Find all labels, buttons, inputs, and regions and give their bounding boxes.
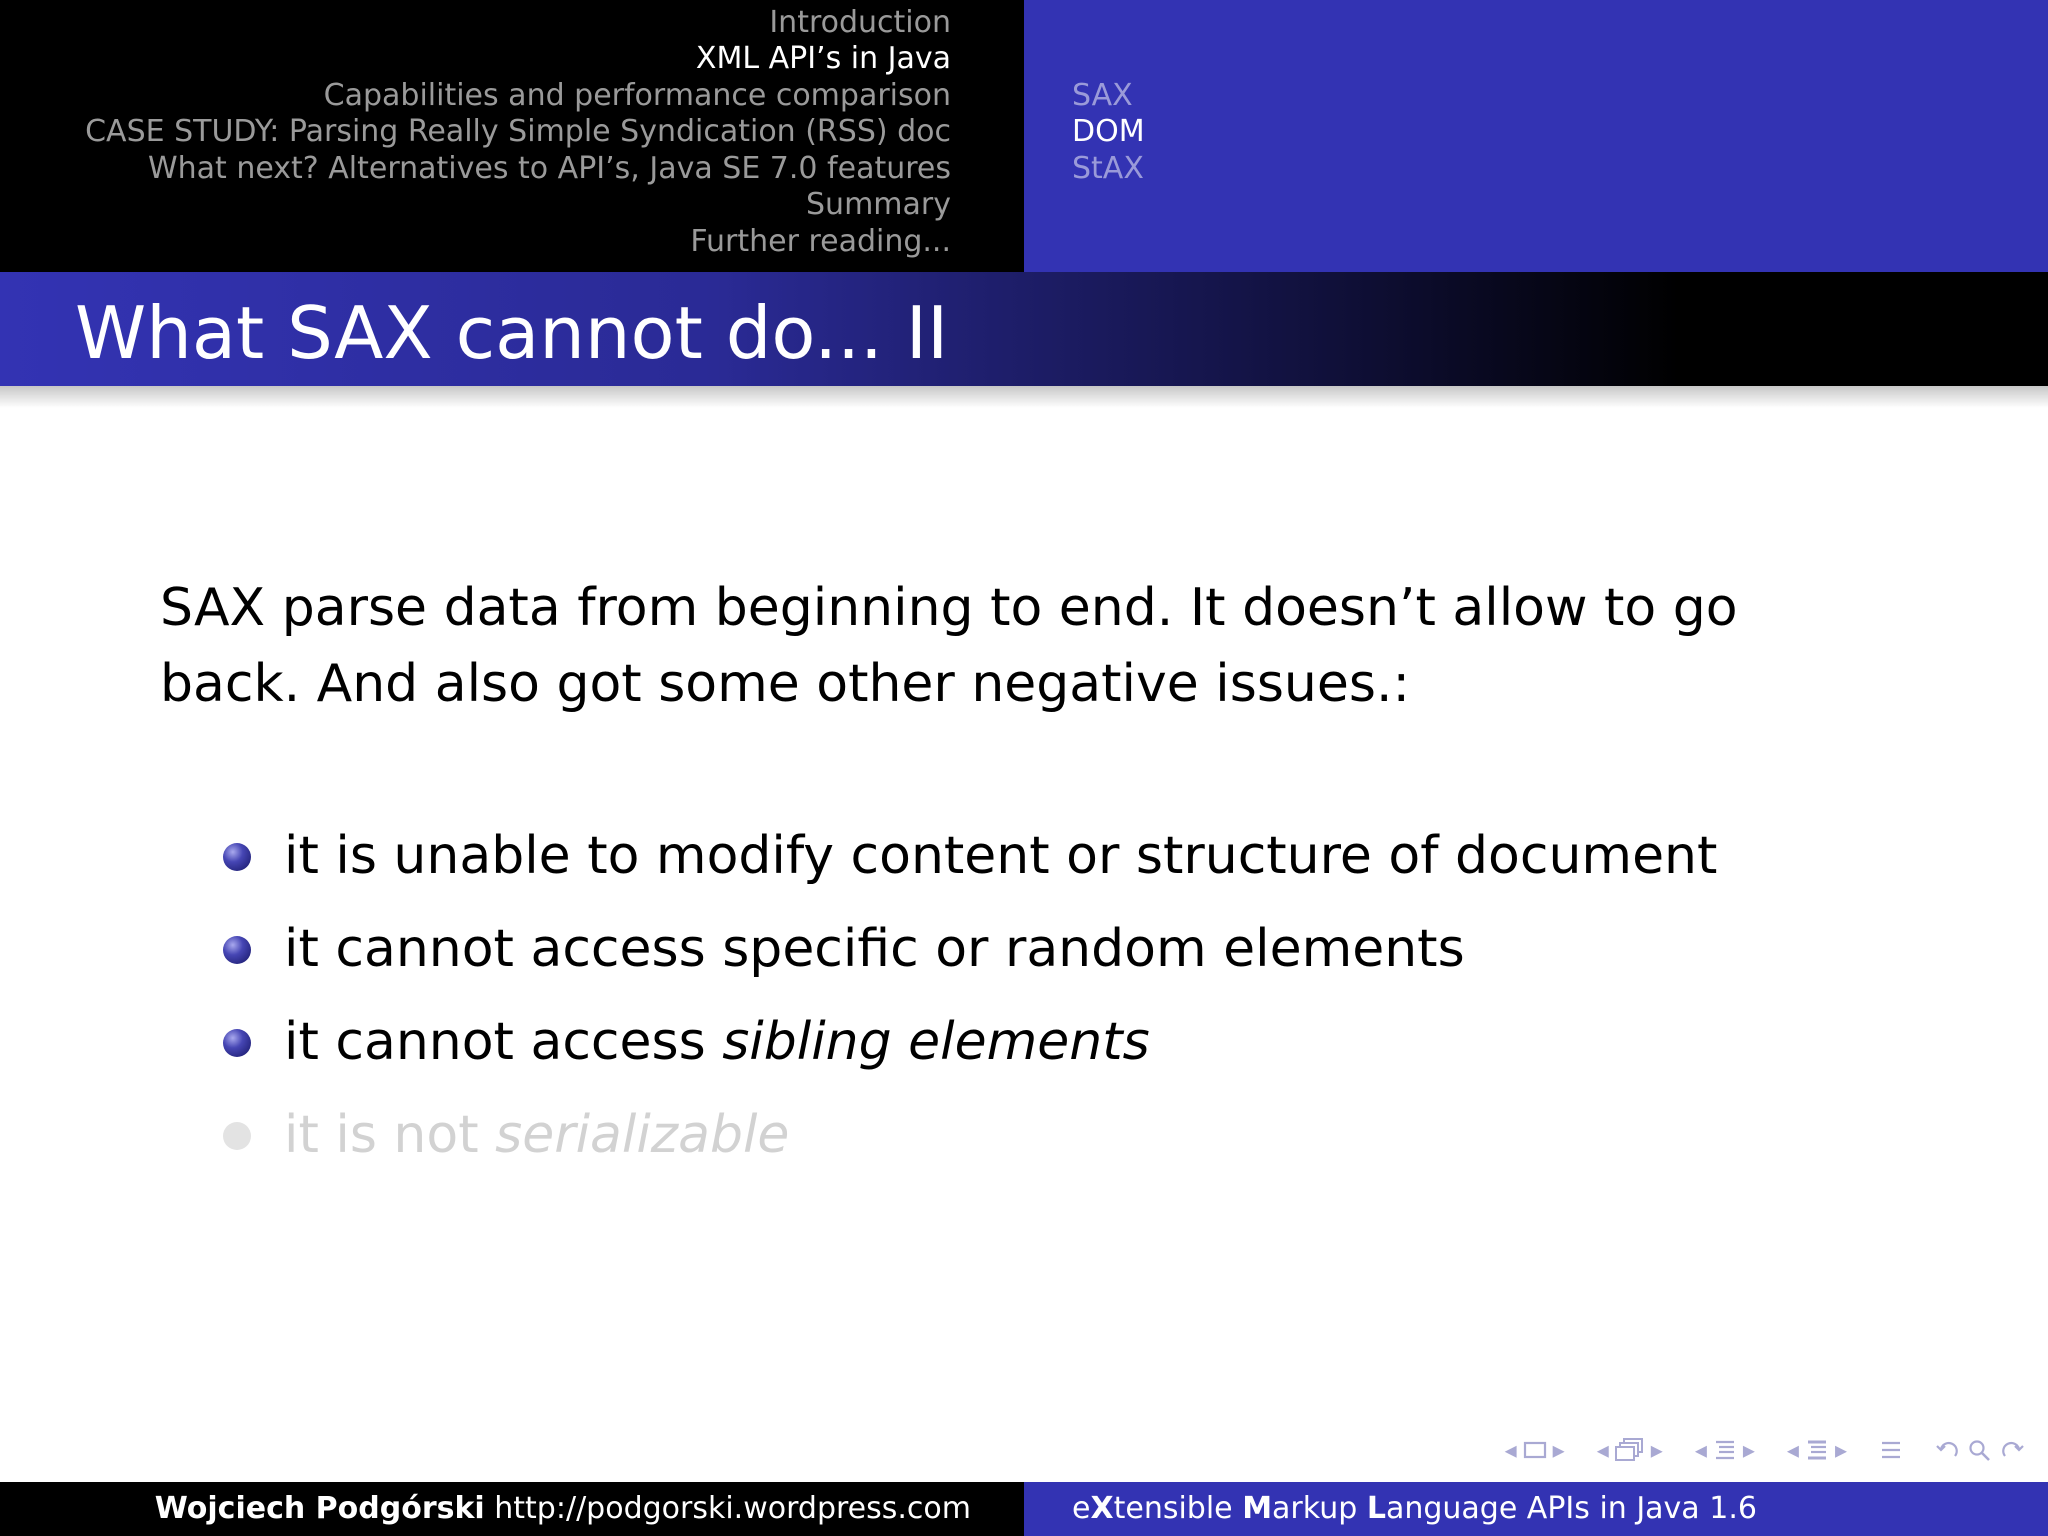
nav-section-group bbox=[1692, 1436, 1758, 1464]
bullet-icon bbox=[223, 1029, 251, 1057]
list-item-text: it cannot access specific or random elements bbox=[284, 919, 1465, 979]
nav-prev-frame-icon[interactable]: ◂ bbox=[1504, 1436, 1517, 1464]
nav-next-frame-icon[interactable]: ▸ bbox=[1552, 1436, 1565, 1464]
section-link-summary[interactable]: Summary bbox=[806, 187, 951, 222]
nav-back-icon[interactable] bbox=[1935, 1438, 1961, 1462]
section-link-capabilities[interactable]: Capabilities and performance comparison bbox=[323, 78, 951, 113]
nav-toc-icon[interactable] bbox=[1879, 1438, 1903, 1462]
nav-next-section-icon[interactable]: ▸ bbox=[1742, 1436, 1755, 1464]
nav-search-group bbox=[1932, 1438, 2028, 1462]
bullet-icon bbox=[223, 1122, 251, 1150]
list-item-text: it is not serializable bbox=[284, 1105, 790, 1165]
nav-prev-subsection-icon[interactable]: ◂ bbox=[1596, 1436, 1609, 1464]
intro-paragraph bbox=[160, 570, 1920, 722]
nav-prev-part-icon[interactable]: ◂ bbox=[1786, 1436, 1799, 1464]
section-link-introduction[interactable]: Introduction bbox=[769, 5, 951, 40]
title-shadow bbox=[0, 386, 2048, 408]
list-item-text: it cannot access sibling elements bbox=[284, 1012, 1150, 1072]
section-link-xml-apis[interactable]: XML API’s in Java bbox=[695, 41, 951, 76]
section-link-case-study[interactable]: CASE STUDY: Parsing Really Simple Syndication (RSS) doc bbox=[85, 114, 951, 149]
nav-toc-group bbox=[1876, 1438, 1906, 1462]
navigation-symbols bbox=[1502, 1435, 2028, 1465]
bullet-icon bbox=[223, 843, 251, 871]
nav-section-alt-group bbox=[1784, 1436, 1850, 1464]
section-navigation bbox=[0, 0, 1024, 272]
nav-forward-icon[interactable] bbox=[1999, 1438, 2025, 1462]
emphasis-serializable: serializable bbox=[495, 1105, 790, 1165]
nav-section-alt-icon[interactable] bbox=[1805, 1438, 1829, 1462]
intro-line-2: back. And also got some other negative issues.: bbox=[160, 654, 1411, 714]
list-item-text: it is unable to modify content or structure of document bbox=[284, 826, 1718, 886]
intro-line-1: SAX parse data from beginning to end. It doesn’t allow to go bbox=[160, 578, 1738, 638]
section-link-what-next[interactable]: What next? Alternatives to API’s, Java SE 7.0 features bbox=[147, 151, 951, 186]
nav-subsection-icon[interactable] bbox=[1615, 1437, 1645, 1463]
nav-next-subsection-icon[interactable]: ▸ bbox=[1650, 1436, 1663, 1464]
section-link-further-reading[interactable]: Further reading... bbox=[690, 224, 951, 259]
nav-prev-section-icon[interactable]: ◂ bbox=[1694, 1436, 1707, 1464]
footer-title-bar bbox=[1024, 1482, 2048, 1536]
author-url[interactable]: http://podgorski.wordpress.com bbox=[494, 1491, 971, 1526]
nav-frame-icon[interactable] bbox=[1523, 1440, 1547, 1460]
author-name: Wojciech Podgórski bbox=[154, 1491, 485, 1526]
emphasis-sibling-elements: sibling elements bbox=[722, 1012, 1150, 1072]
nav-frame-group bbox=[1502, 1436, 1568, 1464]
subsection-link-stax[interactable]: StAX bbox=[1072, 151, 1144, 186]
nav-section-icon[interactable] bbox=[1713, 1438, 1737, 1462]
nav-search-icon[interactable] bbox=[1967, 1438, 1993, 1462]
frame-title-bar bbox=[0, 272, 2048, 386]
subsection-navigation bbox=[1024, 0, 2048, 272]
nav-subsection-group bbox=[1594, 1436, 1666, 1464]
footer-author bbox=[155, 1482, 971, 1536]
bullet-icon bbox=[223, 936, 251, 964]
subsection-link-dom[interactable]: DOM bbox=[1072, 114, 1145, 149]
footer-presentation-title: eXtensible Markup Language APIs in Java 1.6 bbox=[1072, 1491, 1757, 1526]
frame-title: What SAX cannot do... II bbox=[75, 291, 949, 375]
nav-next-part-icon[interactable]: ▸ bbox=[1834, 1436, 1847, 1464]
subsection-link-sax[interactable]: SAX bbox=[1072, 78, 1133, 113]
footer-author-bar bbox=[0, 1482, 1024, 1536]
